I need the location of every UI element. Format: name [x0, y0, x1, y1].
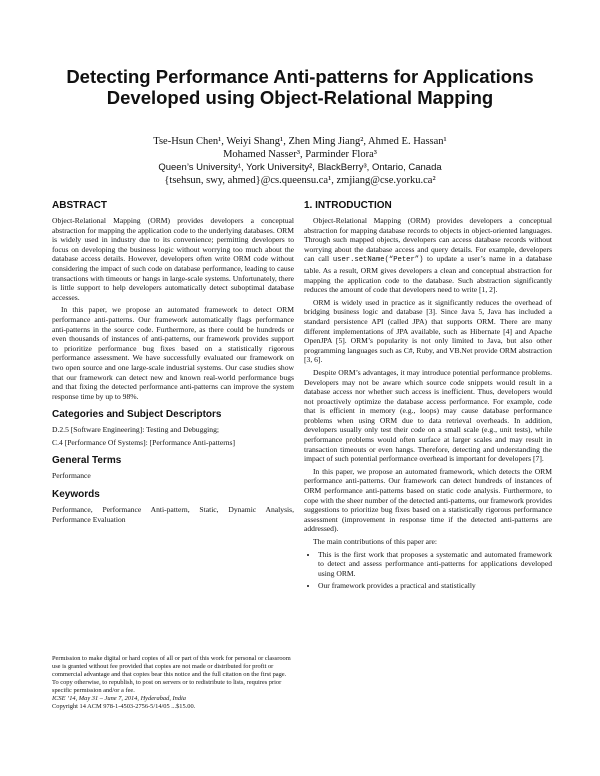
- left-column: [52, 200, 294, 527]
- categories-line-1: D.2.5 [Software Engineering]: Testing and Debugging;: [52, 425, 219, 435]
- general-terms-text: Performance: [52, 471, 91, 481]
- keywords-heading: Keywords: [52, 489, 100, 501]
- list-item: • This is the first work that proposes a systematic and automated framework to detect and assess performance anti-patterns for applications developed using ORM.: [318, 550, 552, 579]
- intro-paragraph-5: The main contributions of this paper are:: [313, 537, 437, 546]
- authors-line-1: Tse-Hsun Chen¹, Weiyi Shang¹, Zhen Ming Jiang², Ahmed E. Hassan¹: [153, 136, 447, 147]
- paper-title: [40, 66, 560, 108]
- intro-p1-start: Object-Relational Mapping (ORM) provides developers a conceptual abstraction for mapping database records to objects in object-oriented languages. Through such mapped objects, developers can access database records without worrying about the database access and query details. For example, developers can call: [304, 216, 552, 264]
- authors-line-2: Mohamed Nasser³, Parminder Flora³: [223, 149, 377, 160]
- title-line-2: Developed using Object-Relational Mapping: [106, 87, 494, 108]
- introduction-heading: 1. INTRODUCTION: [304, 200, 392, 211]
- intro-paragraph-2: ORM is widely used in practice as it significantly reduces the overhead of bridging business logic and database [3]. Since Java 5, Java has included a standard persistence API (called JPA) that supports ORM. There are many different implementations of JPA available, such as Hibernate [4] and Apache OpenJPA [5]. ORM’s popularity is not only limited to Java, but also other programming languages such as C#, Ruby, and VB.Net provide ORM abstraction [3, 6].: [304, 297, 552, 365]
- intro-p1-end: to update a user’s name in a database table. As a result, ORM gives developers a clean and conceptual abstraction for mapping the application code to the database. Such abstraction significantly reduces the amount of code that developers need to write [1, 2].: [304, 254, 552, 295]
- categories-line-2: C.4 [Performance Of Systems]: [Performance Anti-patterns]: [52, 437, 236, 447]
- emails: {tsehsun, swy, ahmed}@cs.queensu.ca¹, zmjiang@cse.yorku.ca²: [164, 175, 436, 186]
- abstract-paragraph-1: Object-Relational Mapping (ORM) provides developers a conceptual abstraction for mapping the application code to the underlying databases. ORM is widely used in industry due to its convenience; permitting developers to focus on developing the business logic without worrying too much about the database access details. However, developers often write ORM code without considering the impact of such code on database performance, leading to cause transactions with timeouts or hangs in large-scale systems. Unfortunately, there is little support to help developers automatically detect suboptimal database accesses.: [52, 216, 294, 302]
- footnote-permission: Permission to make digital or hard copies of all or part of this work for personal or classroom use is granted without fee provided that copies are not made or distributed for profit or commercial advantage and that copies bear this notice and the full citation on the first page. To copy otherwise, to republish, to post on servers or to redistribute to lists, requires prior specific permission and/or a fee.: [52, 655, 291, 694]
- categories-heading: Categories and Subject Descriptors: [52, 409, 222, 421]
- footnote-copyright: Copyright 14 ACM 978-1-4503-2756-5/14/05 ...$15.00.: [52, 703, 196, 710]
- author-block: [40, 135, 560, 187]
- title-line-1: Detecting Performance Anti-patterns for Applications: [66, 66, 534, 87]
- keywords-text: Performance, Performance Anti-pattern, Static, Dynamic Analysis, Performance Evaluation: [52, 505, 294, 524]
- contributions-list: [304, 550, 552, 591]
- general-terms-heading: General Terms: [52, 455, 122, 467]
- footnote-venue: ICSE ’14, May 31 – June 7, 2014, Hyderabad, India: [52, 695, 187, 702]
- list-item: • Our framework provides a practical and statistically: [318, 581, 552, 591]
- affiliations: Queen’s University¹, York University², BlackBerry³, Ontario, Canada: [158, 162, 442, 173]
- abstract-paragraph-2: In this paper, we propose an automated framework to detect ORM performance anti-patterns. Our framework automatically flags performance anti-patterns in the source code. Furthermore, as there could be hundreds or even thousands of instances of anti-patterns, our framework provides support to prioritize performance bug fixes based on a statistically rigorous performance assessment. We have successfully evaluated our framework on two open source and one large-scale industrial systems. Our case studies show that our framework can detect new and known real-world performance bugs and that fixing the detected performance anti-patterns can improve the system response time by up to 98%.: [52, 305, 294, 401]
- code-snippet: user.setName(“Peter”): [332, 256, 424, 265]
- intro-paragraph-3: Despite ORM’s advantages, it may introduce potential performance problems. Developers may not be aware which source code snippets would result in a database access nor whether such access is inefficient. Thus, developers would not proactively optimize the database access performance. For example, code that is efficient in memory (e.g., loops) may cause database performance problems when using ORM due to data retrieval overheads. In addition, developers usually only test their code on a small scale (e.g., unit tests), while performance problems would often surface at larger scales and may result in transaction timeouts or even hangs. Therefore, detecting and understanding the impact of such potential performance overhead is important for developers [7].: [304, 367, 552, 464]
- abstract-heading: ABSTRACT: [52, 200, 107, 211]
- intro-paragraph-1: [304, 216, 552, 295]
- permission-footnote: [52, 655, 294, 711]
- right-column: [304, 200, 552, 594]
- intro-paragraph-4: In this paper, we propose an automated framework, which detects the ORM performance anti-patterns. Our framework can detect hundreds of instances of ORM performance anti-patterns based on static code analysis. Furthermore, to cope with the sheer number of the detected anti-patterns, our framework provides suggestions to prioritize bug fixes based on a statistically rigorous performance assessment (improvement in response time if the detected anti-patterns are addressed).: [304, 466, 552, 534]
